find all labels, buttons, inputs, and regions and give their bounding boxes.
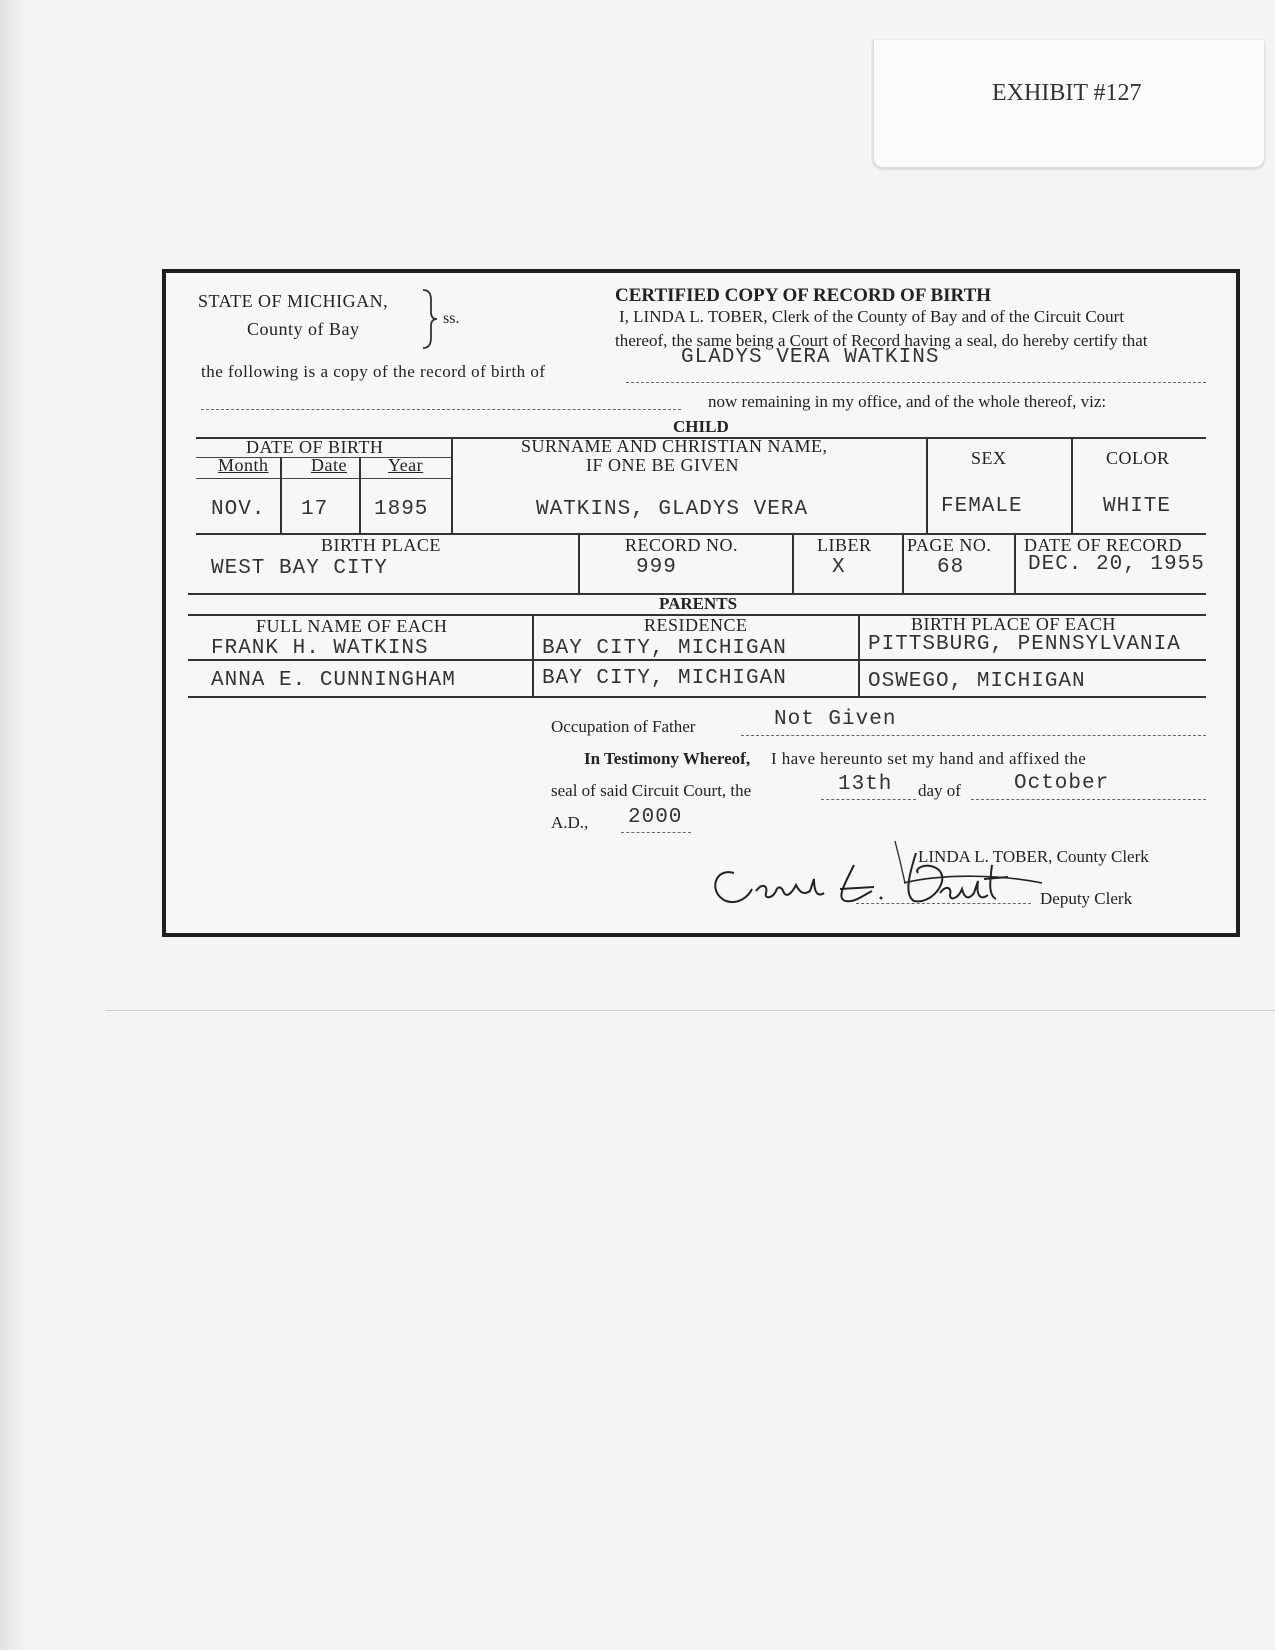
parent-2-birthplace: OSWEGO, MICHIGAN xyxy=(868,670,1086,693)
child-col-divider-4 xyxy=(926,437,928,533)
parent-1-residence: BAY CITY, MICHIGAN xyxy=(542,637,787,660)
parent-1-birthplace: PITTSBURG, PENNSYLVANIA xyxy=(868,633,1181,656)
child-year: 1895 xyxy=(374,498,429,521)
record-no-header: RECORD NO. xyxy=(625,535,739,555)
year-value: 2000 xyxy=(628,806,683,829)
year-header: Year xyxy=(388,455,424,475)
county-clerk: LINDA L. TOBER, County Clerk xyxy=(918,847,1149,866)
dob-header-bottom-rule xyxy=(196,478,451,479)
occupation-label: Occupation of Father xyxy=(551,717,696,736)
child-col-divider-3 xyxy=(451,437,453,533)
day-value: 13th xyxy=(838,773,893,796)
sex-header: SEX xyxy=(971,448,1007,468)
paper-fold-line xyxy=(105,1010,1275,1011)
name-header-line-1: SURNAME AND CHRISTIAN NAME, xyxy=(521,436,828,456)
child-date: 17 xyxy=(301,498,329,521)
child-month: NOV. xyxy=(211,498,266,521)
venue-state: STATE OF MICHIGAN, xyxy=(198,291,389,311)
venue-brace-icon xyxy=(419,288,439,350)
deputy-clerk-signature xyxy=(704,845,1044,915)
deputy-clerk-label: Deputy Clerk xyxy=(1040,889,1133,908)
month-value: October xyxy=(1014,772,1110,795)
child-col-divider-5 xyxy=(1071,437,1073,533)
parent-2-residence: BAY CITY, MICHIGAN xyxy=(542,667,787,690)
child-birthplace: WEST BAY CITY xyxy=(211,557,388,580)
child-row2-divider-3 xyxy=(902,533,904,593)
parents-section-label: PARENTS xyxy=(659,594,738,613)
parents-birthplace-header: BIRTH PLACE OF EACH xyxy=(911,614,1116,634)
exhibit-label: EXHIBIT #127 xyxy=(992,80,1142,106)
remaining-dotted-line xyxy=(201,409,681,410)
month-header: Month xyxy=(218,455,269,475)
testimony-bold: In Testimony Whereof, xyxy=(584,749,751,768)
birth-certificate xyxy=(162,269,1240,937)
venue-ss: ss. xyxy=(443,310,460,327)
child-col-divider-2 xyxy=(359,457,361,533)
parents-residence-header: RESIDENCE xyxy=(644,615,748,635)
birthplace-header: BIRTH PLACE xyxy=(321,535,441,555)
child-sex: FEMALE xyxy=(941,495,1023,518)
dob-header: DATE OF BIRTH xyxy=(246,437,384,457)
child-name: WATKINS, GLADYS VERA xyxy=(536,498,809,521)
exhibit-sticker xyxy=(873,40,1264,168)
record-of-dotted-line xyxy=(626,382,1206,383)
occupation-dotted-line xyxy=(741,735,1206,736)
page-no-header: PAGE NO. xyxy=(907,535,992,555)
certify-line-2: thereof, the same being a Court of Record having a seal, do hereby certify that xyxy=(615,331,1148,350)
parent-1-name: FRANK H. WATKINS xyxy=(211,637,429,660)
record-of-name: GLADYS VERA WATKINS xyxy=(681,346,940,369)
scan-edge-shadow xyxy=(0,0,26,1650)
deputy-dotted-line xyxy=(856,903,1031,904)
color-header: COLOR xyxy=(1106,448,1170,468)
certificate-title: CERTIFIED COPY OF RECORD OF BIRTH xyxy=(615,285,992,306)
liber-header: LIBER xyxy=(817,535,872,555)
remaining-text: now remaining in my office, and of the whole thereof, viz: xyxy=(708,392,1107,411)
record-of-label: the following is a copy of the record of birth of xyxy=(201,362,546,381)
parents-divider-1 xyxy=(532,614,534,696)
parents-name-header: FULL NAME OF EACH xyxy=(256,616,448,636)
record-no: 999 xyxy=(636,556,677,579)
parents-mid-rule xyxy=(188,659,1206,661)
page-no: 68 xyxy=(937,556,965,579)
testimony-rest: I have hereunto set my hand and affixed the xyxy=(771,749,1087,768)
day-dotted-line xyxy=(821,799,916,800)
venue-county: County of Bay xyxy=(247,319,360,339)
date-of-record-header: DATE OF RECORD xyxy=(1024,535,1183,555)
child-row2-divider-1 xyxy=(578,533,580,593)
child-section-label: CHILD xyxy=(673,417,729,436)
child-row2-divider-2 xyxy=(792,533,794,593)
parents-divider-2 xyxy=(858,614,860,696)
date-header: Date xyxy=(311,455,347,475)
occupation-value: Not Given xyxy=(774,708,897,731)
ad-label: A.D., xyxy=(551,813,589,832)
year-dotted-line xyxy=(621,832,691,833)
month-dotted-line xyxy=(971,799,1206,800)
parents-bottom-rule xyxy=(188,696,1206,698)
child-row2-divider-4 xyxy=(1014,533,1016,593)
child-color: WHITE xyxy=(1103,495,1172,518)
parent-2-name: ANNA E. CUNNINGHAM xyxy=(211,669,456,692)
name-header-line-2: IF ONE BE GIVEN xyxy=(586,455,739,475)
child-col-divider-1 xyxy=(280,457,282,533)
liber: X xyxy=(832,556,846,579)
day-of-text: day of xyxy=(918,781,961,800)
certify-line-1: I, LINDA L. TOBER, Clerk of the County of Bay and of the Circuit Court xyxy=(619,307,1125,326)
date-of-record: DEC. 20, 1955 xyxy=(1028,553,1205,576)
seal-text: seal of said Circuit Court, the xyxy=(551,781,752,800)
